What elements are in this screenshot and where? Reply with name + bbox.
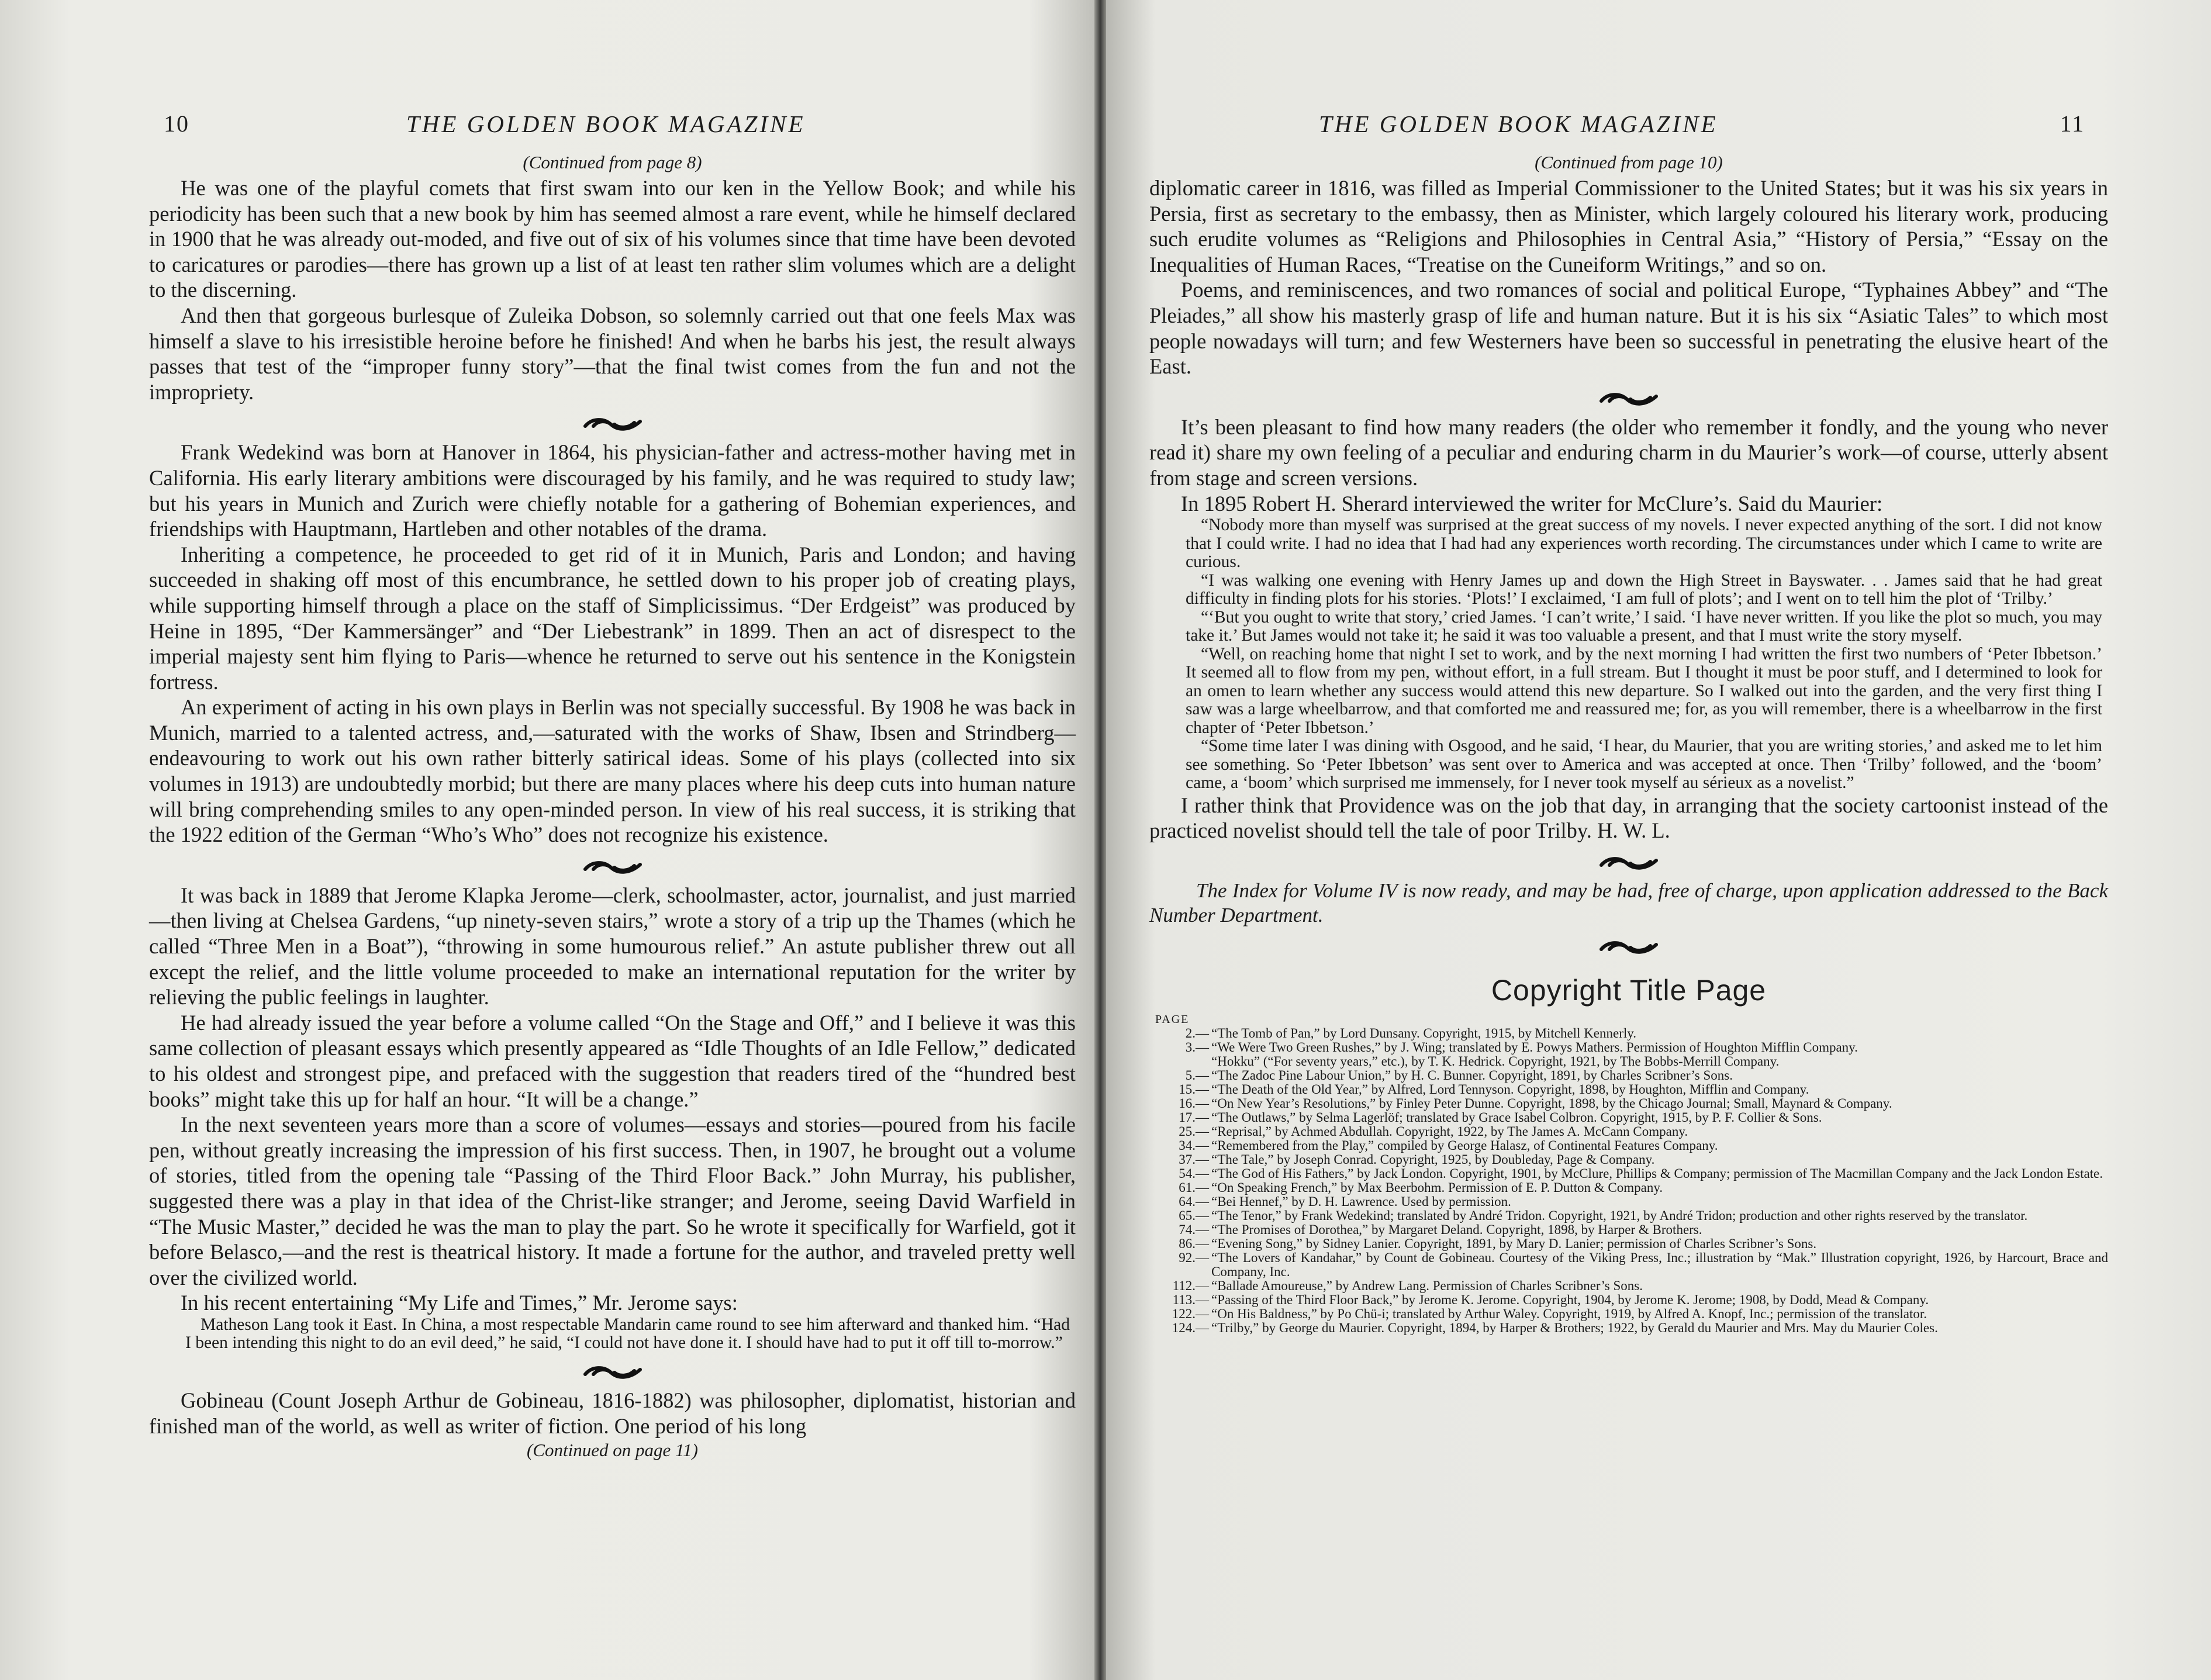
copyright-entry-text: “The Tomb of Pan,” by Lord Dunsany. Copyright, 1915, by Mitchell Kennerly. <box>1211 1025 1637 1041</box>
section-ornament <box>1149 844 2108 879</box>
copyright-entry-page: 113.— <box>1172 1292 1209 1307</box>
copyright-entry <box>1149 1069 2108 1083</box>
copyright-entry <box>1149 1041 2108 1055</box>
copyright-entry <box>1149 1307 2108 1321</box>
copyright-entry-text: “Ballade Amoureuse,” by Andrew Lang. Permission of Charles Scribner’s Sons. <box>1211 1278 1643 1293</box>
copyright-entry <box>1149 1153 2108 1167</box>
copyright-entry <box>1149 1167 2108 1181</box>
paragraph: It’s been pleasant to find how many readers (the older who remember it fondly, and the young who never read it) share my own feeling of a peculiar and enduring charm in du Maurier’s work—of course, utterly absent from stage and screen versions. <box>1149 414 2108 490</box>
section-ornament <box>149 1353 1076 1388</box>
quote-paragraph: “‘But you ought to write that story,’ cried James. ‘I can’t write,’ I said. ‘I have never written. If you like the plot so much, you may take it.’ But James would not take it; he said it was too valuable a present, and that I must write the story myself. <box>1186 607 2102 645</box>
magazine-title: THE GOLDEN BOOK MAGAZINE <box>406 110 806 137</box>
copyright-entry-page: 64.— <box>1179 1194 1209 1209</box>
running-head <box>149 105 1076 152</box>
paragraph: In 1895 Robert H. Sherard interviewed the writer for McClure’s. Said du Maurier: <box>1181 491 1883 516</box>
paragraph: An experiment of acting in his own plays in Berlin was not specially successful. By 1908 he was back in Munich, married to a talented actress, and,—saturated with the works of Shaw, Ibsen and Strindberg—endeavouring to work out his own rather bitterly satirical ideas. Some of his plays (collected into six volumes in 1913) are undoubtedly morbid; but there are many places where his deep cuts into human nature will bring comprehending smiles to any open-minded person. In view of his real success, it is striking that the 1922 edition of the German “Who’s Who” does not recognize his existence. <box>149 695 1076 847</box>
left-page-content <box>149 105 1076 1461</box>
copyright-list <box>1149 1026 2108 1335</box>
continued-from: (Continued from page 8) <box>523 152 702 172</box>
copyright-entry <box>1149 1026 2108 1041</box>
copyright-entry-page: 2.— <box>1185 1025 1209 1041</box>
page-number: 10 <box>164 110 189 137</box>
paragraph: And then that gorgeous burlesque of Zuleika Dobson, so solemnly carried out that one feels Max was himself a slave to his irresistible heroine before he finished! And when he barbs his jest, the result always passes that test of the “improper funny story”—that the final twist comes from the fun and not the impropriety. <box>149 303 1076 404</box>
left-page <box>0 0 1098 1680</box>
copyright-entry-text: “The God of His Fathers,” by Jack London. Copyright, 1901, by McClure, Phillips & Company; permission of The Macmillan Company and the Jack London Estate. <box>1211 1166 2103 1181</box>
copyright-entry-page: 112.— <box>1172 1278 1209 1293</box>
section-ornament <box>149 848 1076 883</box>
copyright-entry-page: 3.— <box>1185 1039 1209 1055</box>
block-quote <box>1186 516 2102 793</box>
copyright-entry <box>1149 1083 2108 1097</box>
section-ornament <box>1149 928 2108 963</box>
continued-from: (Continued from page 10) <box>1535 152 1723 172</box>
quote-paragraph: “I was walking one evening with Henry James up and down the High Street in Bayswater. . . James said that he had great difficulty in finding plots for his stories. ‘Plots!’ I exclaimed, ‘I am full of plots’; and I went on to tell him the plot of ‘Trilby.’ <box>1186 571 2102 609</box>
copyright-entry-page: 61.— <box>1179 1180 1209 1195</box>
quote-paragraph: “Some time later I was dining with Osgood, and he said, ‘I hear, du Maurier, that you are writing stories,’ and asked me to let him see something. So ‘Peter Ibbetson’ was sent over to America and was accepted at once. Then ‘Trilby’ followed, and the ‘boom’ came, a ‘boom’ which surprised me immensely, for I never took myself au sérieux as a novelist.” <box>1186 737 2102 793</box>
page-number: 11 <box>2060 110 2085 137</box>
copyright-entry <box>1149 1111 2108 1125</box>
copyright-entry-text: “The Death of the Old Year,” by Alfred, Lord Tennyson. Copyright, 1898, by Houghton, Mifflin and Company. <box>1211 1081 1809 1097</box>
copyright-entry <box>1149 1223 2108 1237</box>
copyright-entry-text: “On His Baldness,” by Po Chü-i; translated by Arthur Waley. Copyright, 1919, by Alfred A. Knopf, Inc.; permission of the translator. <box>1211 1306 1927 1321</box>
copyright-entry <box>1149 1209 2108 1223</box>
paragraph: Poems, and reminiscences, and two romances of social and political Europe, “Typhaines Abbey” and “The Pleiades,” all show his masterly grasp of life and human nature. But it is his six “Asiatic Tales” to which most people nowadays will turn; and few Westerners have been so successful in penetrating the elusive heart of the East. <box>1149 278 2108 379</box>
copyright-entry <box>1149 1125 2108 1139</box>
copyright-entry-page: 16.— <box>1179 1095 1209 1111</box>
copyright-page-label: PAGE <box>1155 1012 1190 1026</box>
quote-paragraph: Matheson Lang took it East. In China, a most respectable Mandarin came round to see him afterward and thanked him. “Had I been intending this night to do an evil deed,” he said, “I could not have done it. I should have had to put it off till to-morrow.” <box>185 1315 1070 1353</box>
copyright-entry-text: “The Lovers of Kandahar,” by Count de Gobineau. Courtesy of the Viking Press, Inc.; illustration by “Mak.” Illustration copyright, 1926, by Harcourt, Brace and Company, Inc. <box>1211 1250 2108 1279</box>
running-head <box>1149 105 2108 152</box>
copyright-entry-page: 54.— <box>1179 1166 1209 1181</box>
copyright-entry-text: “Evening Song,” by Sidney Lanier. Copyright, 1891, by Mary D. Lanier; permission of Charles Scribner’s Sons. <box>1211 1236 1817 1251</box>
copyright-entry <box>1149 1251 2108 1279</box>
copyright-title: Copyright Title Page <box>1491 973 1767 1007</box>
copyright-entry <box>1149 1055 2108 1069</box>
copyright-entry <box>1149 1293 2108 1307</box>
right-page <box>1103 0 2211 1680</box>
copyright-entry-page: 25.— <box>1179 1124 1209 1139</box>
copyright-entry-text: “Reprisal,” by Achmed Abdullah. Copyright, 1922, by The James A. McCann Company. <box>1211 1124 1688 1139</box>
quote-paragraph: “Nobody more than myself was surprised at the great success of my novels. I never expected anything of the sort. I did not know that I could write. I had no idea that I had had any experiences worth recording. The circumstances under which I came to write are curious. <box>1186 516 2102 572</box>
paragraph: In the next seventeen years more than a score of volumes—essays and stories—poured from his facile pen, without greatly increasing the impression of his first success. Then, in 1907, he brought out a volume of stories, titled from the opening tale “Passing of the Third Floor Back.” John Murray, his publisher, suggested there was a play in that idea of the Christ-like stranger; and Jerome, seeing David Warfield in “The Music Master,” decided he was the man to play the part. So he wrote it specifically for Warfield, got it before Belasco,—and the rest is theatrical history. It made a fortune for the author, and traveled pretty well over the civilized world. <box>149 1112 1076 1290</box>
copyright-entry-page: 124.— <box>1172 1320 1209 1335</box>
copyright-entry-text: “The Outlaws,” by Selma Lagerlöf; translated by Grace Isabel Colbron. Copyright, 1915, by P. F. Collier & Sons. <box>1211 1109 1822 1125</box>
block-quote <box>185 1316 1070 1353</box>
copyright-entry <box>1149 1181 2108 1195</box>
copyright-entry-text: “On Speaking French,” by Max Beerbohm. Permission of E. P. Dutton & Company. <box>1211 1180 1663 1195</box>
copyright-entry-text: “The Tenor,” by Frank Wedekind; translated by André Tridon. Copyright, 1921, by André Tridon; production and other rights reserved by the translator. <box>1211 1208 2028 1223</box>
paragraph: He was one of the playful comets that first swam into our ken in the Yellow Book; and while his periodicity has been such that a new book by him has seemed almost a rare event, while he himself declared in 1900 that he was already out-moded, and five out of six of his volumes since that time have been devoted to caricatures or parodies—there has grown up a list of at least ten rather slim volumes which are a delight to the discerning. <box>149 176 1076 302</box>
copyright-entry-page: 74.— <box>1179 1222 1209 1237</box>
copyright-entry-text: “Remembered from the Play,” compiled by George Halasz, of Continental Features Company. <box>1211 1138 1718 1153</box>
copyright-entry-text: “Hokku” (“For seventy years,” etc.), by T. K. Hedrick. Copyright, 1921, by The Bobbs-Merrill Company. <box>1211 1053 1780 1069</box>
index-notice: The Index for Volume IV is now ready, and may be had, free of charge, upon application addressed to the Back Number Department. <box>1149 879 2108 927</box>
copyright-entry-text: “We Were Two Green Rushes,” by J. Wing; translated by E. Powys Mathers. Permission of Houghton Mifflin Company. <box>1211 1039 1858 1055</box>
copyright-entry-page: 5.— <box>1185 1067 1209 1083</box>
copyright-entry <box>1149 1321 2108 1335</box>
copyright-entry <box>1149 1237 2108 1251</box>
copyright-entry <box>1149 1139 2108 1153</box>
copyright-entry-text: “Trilby,” by George du Maurier. Copyright, 1894, by Harper & Brothers; 1922, by Gerald du Maurier and Mrs. May du Maurier Coles. <box>1211 1320 1938 1335</box>
magazine-title: THE GOLDEN BOOK MAGAZINE <box>1319 110 1718 137</box>
paragraph: Frank Wedekind was born at Hanover in 1864, his physician-father and actress-mother having met in California. His early literary ambitions were discouraged by his family, and he was required to study law; but his years in Munich and Zurich were chiefly notable for a gathering of Bohemian experiences, and friendships with Hauptmann, Hartleben and other notables of the drama. <box>149 440 1076 541</box>
copyright-entry-page: 122.— <box>1172 1306 1209 1321</box>
paragraph: I rather think that Providence was on the job that day, in arranging that the society cartoonist instead of the practiced novelist should tell the tale of poor Trilby. H. W. L. <box>1149 793 2108 843</box>
copyright-entry-text: “The Promises of Dorothea,” by Margaret Deland. Copyright, 1898, by Harper & Brothers. <box>1211 1222 1702 1237</box>
continued-on: (Continued on page 11) <box>526 1440 699 1461</box>
copyright-entry-page: 34.— <box>1179 1138 1209 1153</box>
copyright-entry-page: 65.— <box>1179 1208 1209 1223</box>
section-ornament <box>149 405 1076 440</box>
paragraph: Inheriting a competence, he proceeded to get rid of it in Munich, Paris and London; and having succeeded in shaking off most of this encumbrance, he settled down to his proper job of creating plays, while supporting himself through a place on the staff of Simplicissimus. “Der Erdgeist” was produced by Heine in 1895, “Der Kammersänger” and “Der Liebestrank” in 1899. Then an act of disrespect to the imperial majesty sent him flying to Paris—whence he returned to serve out his sentence in the Konigstein fortress. <box>149 542 1076 694</box>
copyright-entry-page: 17.— <box>1179 1109 1209 1125</box>
copyright-entry <box>1149 1279 2108 1293</box>
copyright-entry-text: “The Tale,” by Joseph Conrad. Copyright, 1925, by Doubleday, Page & Company. <box>1211 1152 1655 1167</box>
paragraph: Gobineau (Count Joseph Arthur de Gobineau, 1816-1882) was philosopher, diplomatist, historian and finished man of the world, as well as writer of fiction. One period of his long <box>149 1388 1076 1438</box>
copyright-entry <box>1149 1195 2108 1209</box>
copyright-entry-page: 37.— <box>1179 1152 1209 1167</box>
paragraph: It was back in 1889 that Jerome Klapka Jerome—clerk, schoolmaster, actor, journalist, and just married—then living at Chelsea Gardens, “up ninety-seven stairs,” wrote a story of a trip up the Thames (which he called “Three Men in a Boat”), “throwing in some humourous relief.” An astute publisher threw out all except the relief, and the little volume proceeded to make an international reputation for the writer by relieving the public feelings in laughter. <box>149 883 1076 1010</box>
book-gutter <box>1094 0 1106 1680</box>
paragraph: In his recent entertaining “My Life and Times,” Mr. Jerome says: <box>181 1291 738 1315</box>
copyright-entry-text: “The Zadoc Pine Labour Union,” by H. C. Bunner. Copyright, 1891, by Charles Scribner’s Sons. <box>1211 1067 1733 1083</box>
copyright-entry-text: “On New Year’s Resolutions,” by Finley Peter Dunne. Copyright, 1898, by the Chicago Journal; Small, Maynard & Company. <box>1211 1095 1892 1111</box>
copyright-entry-page: 15.— <box>1179 1081 1209 1097</box>
paragraph: diplomatic career in 1816, was filled as Imperial Commissioner to the United States; but it was his six years in Persia, first as secretary to the embassy, then as Minister, which largely coloured his literary work, producing such erudite volumes as “Religions and Philosophies in Central Asia,” “History of Persia,” “Essay on the Inequalities of Human Races, “Treatise on the Cuneiform Writings,” and so on. <box>1149 176 2108 276</box>
right-page-content <box>1149 105 2108 1335</box>
copyright-entry-page: 86.— <box>1179 1236 1209 1251</box>
quote-paragraph: “Well, on reaching home that night I set to work, and by the next morning I had written the first two numbers of ‘Peter Ibbetson.’ It seemed all to flow from my pen, without effort, in a full stream. But I thought it must be poor stuff, and I determined to look for an omen to learn whether any success would attend this new departure. So I walked out into the garden, and the very first thing I saw was a large wheelbarrow, and that comforted me and reassured me; for, as you will remember, there is a wheelbarrow in the first chapter of ‘Peter Ibbetson.’ <box>1186 644 2102 737</box>
paragraph: He had already issued the year before a volume called “On the Stage and Off,” and I believe it was this same collection of pleasant essays which presently appeared as “Idle Thoughts of an Idle Fellow,” dedicated to his oldest and strongest pipe, and prefaced with the suggestion that readers tired of the “hundred best books” might take this up for half an hour. “It will be a change.” <box>149 1010 1076 1111</box>
copyright-entry-text: “Bei Hennef,” by D. H. Lawrence. Used by permission. <box>1211 1194 1511 1209</box>
copyright-entry <box>1149 1097 2108 1111</box>
section-ornament <box>1149 379 2108 414</box>
copyright-entry-text: “Passing of the Third Floor Back,” by Jerome K. Jerome. Copyright, 1904, by Jerome K. Jerome; 1908, by Dodd, Mead & Company. <box>1211 1292 1929 1307</box>
copyright-entry-page: 92.— <box>1179 1250 1209 1265</box>
